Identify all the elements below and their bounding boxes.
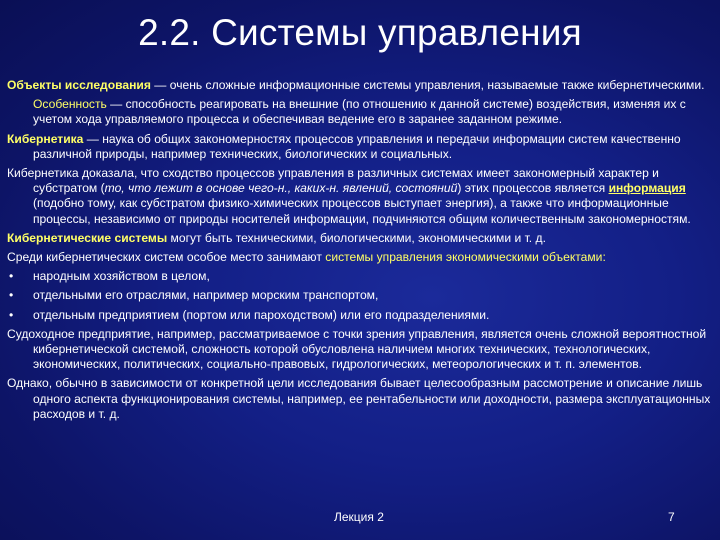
paragraph-proof-italic: то, что лежит в основе чего-н., каких-н. явлений, состояний <box>104 181 458 196</box>
bullet-text: отдельным предприятием (портом или пароходством) или его подразделениями. <box>33 307 490 322</box>
bullet-item <box>7 308 713 323</box>
paragraph-however: Однако, обычно в зависимости от конкретной цели исследования бывает целесообразным рассмотрение и описание лишь одного аспекта функционирования системы, например, ее рентабельности или доходности, размера эксплуатационных расходов и т. д. <box>7 376 711 421</box>
paragraph-proof-text-c: (подобно тому, как субстратом физико-химических процессов выступает энергия), а также что информационные процессы, независимо от природы носителей информации, подчиняются общим количественным закономерностям. <box>33 196 691 226</box>
bullet-text: народным хозяйством в целом, <box>33 269 210 284</box>
term-objects: Объекты исследования <box>7 78 151 92</box>
paragraph-proof-text-b: ) этих процессов является <box>457 181 609 196</box>
term-cyber-systems: Кибернетические системы <box>7 230 168 245</box>
paragraph-systems <box>7 231 713 246</box>
term-information: информация <box>608 181 686 196</box>
page-number: 7 <box>668 510 675 524</box>
paragraph-systems-text: могут быть техническими, биологическими, экономическими и т. д. <box>167 230 546 245</box>
paragraph-shipping: Судоходное предприятие, например, рассматриваемое с точки зрения управления, является очень сложной вероятностной кибернетической системой, сложность которой обусловлена наличием многих технических, технологических, экономических, политических, социально-правовых, гидрологических, метеорологических и т. п. элементов. <box>7 326 707 372</box>
term-cybernetics: Кибернетика <box>7 131 84 146</box>
paragraph-proof-text-a: Кибернетика доказала, что сходство процессов управления в различных системах имеет закономерный характер и субстратом ( <box>7 166 659 196</box>
paragraph-cybernetics <box>7 132 713 162</box>
paragraph-feature <box>7 97 713 127</box>
bullet-text: отдельными его отраслями, например морским транспортом, <box>33 288 379 303</box>
paragraph-economic-text: Среди кибернетических систем особое место занимают <box>7 250 326 265</box>
term-feature: Особенность <box>33 97 107 112</box>
paragraph-economic <box>7 250 713 265</box>
slide-title: 2.2. Системы управления <box>138 12 582 53</box>
paragraph-feature-text: — способность реагировать на внешние (по отношению к данной системе) воздействия, изменяя их с учетом хода управляемого процесса и обеспечивая ведение его в заранее заданном режиме. <box>33 97 686 127</box>
bullet-item <box>7 269 713 284</box>
paragraph-proof <box>7 166 713 227</box>
paragraph-objects-text: — очень сложные информационные системы управления, называемые также кибернетическими. <box>150 78 705 92</box>
bullet-icon: • <box>9 288 14 303</box>
slide-body <box>7 78 713 426</box>
paragraph-cybernetics-text: — наука об общих закономерностях процессов управления и передачи информации систем качественно различной природы, например технических, биологических и социальных. <box>33 131 681 161</box>
paragraph-objects <box>7 78 713 93</box>
bullet-icon: • <box>9 269 14 284</box>
bullet-icon: • <box>9 307 14 322</box>
term-economic-systems: системы управления экономическими объектами: <box>325 250 606 265</box>
bullet-item <box>7 288 713 303</box>
footer-lecture: Лекция 2 <box>334 510 384 524</box>
